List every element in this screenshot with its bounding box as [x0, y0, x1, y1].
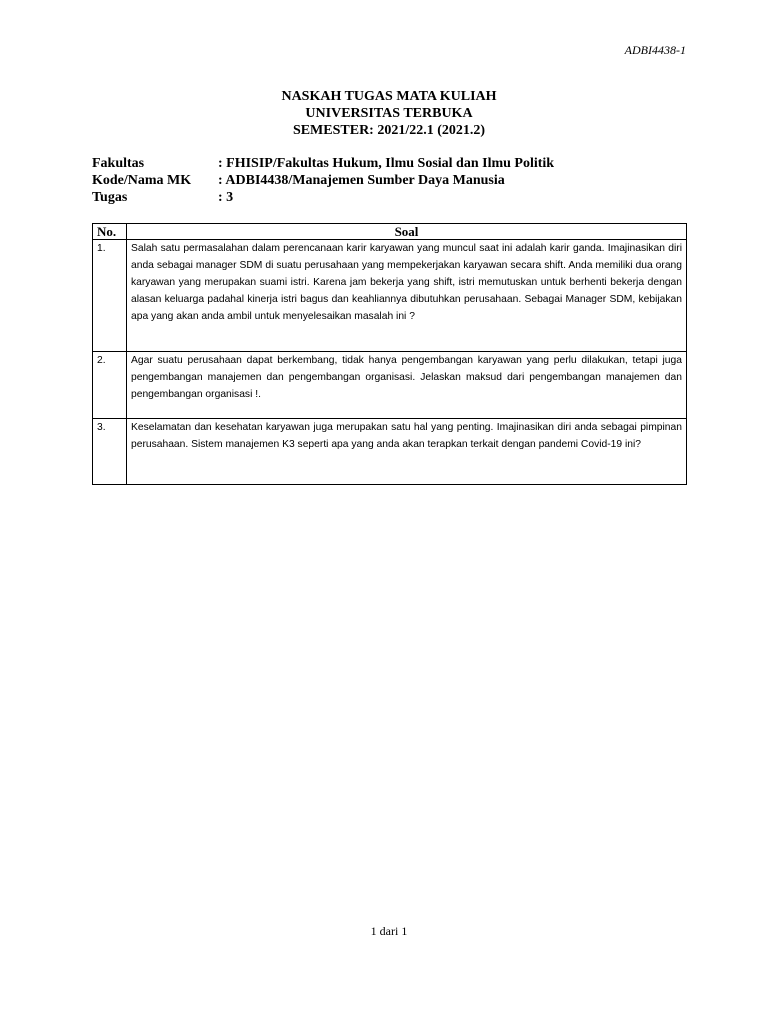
header-semester: SEMESTER: 2021/22.1 (2021.2): [292, 123, 486, 138]
fakultas-label: Fakultas: [92, 156, 145, 171]
meta-row-tugas: [92, 189, 554, 206]
header-title: NASKAH TUGAS MATA KULIAH: [281, 89, 497, 104]
meta-row-fakultas: [92, 155, 554, 172]
column-header-soal: Soal: [127, 224, 687, 240]
question-text: Salah satu permasalahan dalam perencanaan karir karyawan yang muncul saat ini adalah karir ganda. Imajinasikan diri anda sebagai manager SDM di suatu perusahaan yang mempekerjakan karyawan secara shift. Anda memiliki dua orang karyawan yang merupakan suami istri. Karena jam bekerja yang shift, istri memutuskan untuk berhenti bekerja dengan alasan keluarga padahal kinerja istri bagus dan keahliannya dibutuhkan perusahaan. Sebagai Manager SDM, kebijakan apa yang akan anda ambil untuk menyelesaikan masalah ini ?: [127, 240, 687, 352]
question-text: Keselamatan dan kesehatan karyawan juga merupakan satu hal yang penting. Imajinasikan diri anda sebagai pimpinan perusahaan. Sistem manajemen K3 seperti apa yang anda akan terapkan terkait dengan pandemi Covid-19 ini?: [127, 419, 687, 485]
document-code: ADBI4438-1: [624, 43, 686, 57]
meta-row-kode: [92, 172, 554, 189]
document-header: [0, 88, 768, 139]
tugas-label: Tugas: [92, 190, 128, 205]
table-row: [93, 240, 687, 352]
question-number: 1.: [93, 240, 127, 352]
table-row: [93, 419, 687, 485]
table-header-row: [93, 224, 687, 240]
questions-table: [92, 223, 687, 485]
column-header-no: No.: [93, 224, 127, 240]
fakultas-value: : FHISIP/Fakultas Hukum, Ilmu Sosial dan Ilmu Politik: [218, 156, 555, 171]
kode-value: : ADBI4438/Manajemen Sumber Daya Manusia: [218, 173, 505, 188]
table-row: [93, 352, 687, 419]
header-university: UNIVERSITAS TERBUKA: [305, 106, 473, 121]
question-text: Agar suatu perusahaan dapat berkembang, tidak hanya pengembangan karyawan yang perlu dilakukan, tetapi juga pengembangan manajemen dan pengembangan organisasi. Jelaskan maksud dari pengembangan manajemen dan pengembangan organisasi !.: [127, 352, 687, 419]
page-number: 1 dari 1: [370, 924, 408, 938]
question-number: 2.: [93, 352, 127, 419]
kode-label: Kode/Nama MK: [92, 173, 192, 188]
tugas-value: : 3: [218, 190, 234, 205]
question-number: 3.: [93, 419, 127, 485]
course-info: [92, 155, 554, 206]
